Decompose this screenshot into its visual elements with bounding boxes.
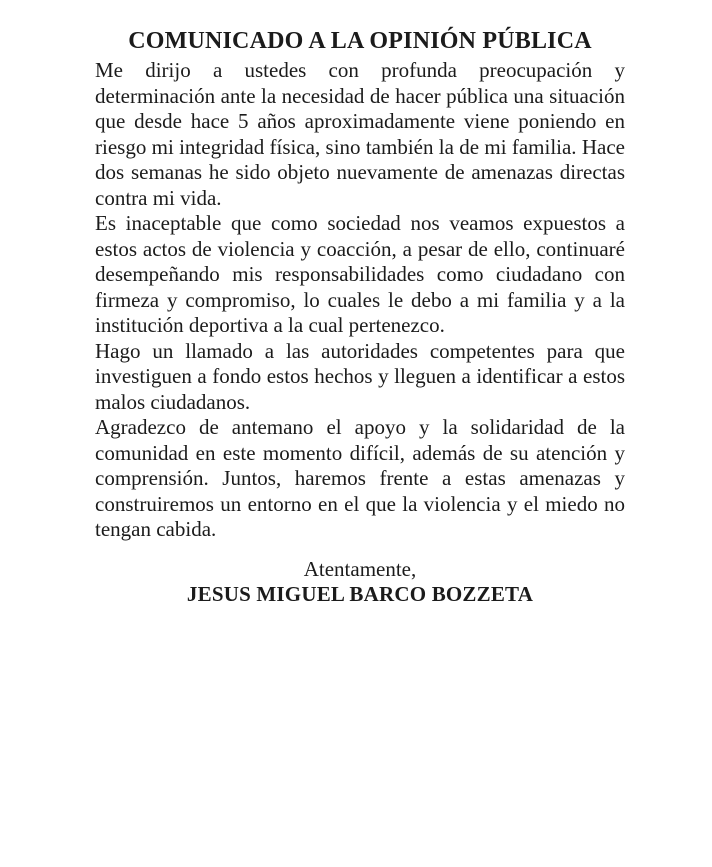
paragraph-4: Agradezco de antemano el apoyo y la solidaridad de la comunidad en este momento difícil, además de su atención y comprensión. Juntos, haremos frente a estas amenazas y construiremos un entorno en el que la violencia y el miedo no tengan cabida.	[95, 415, 625, 541]
paragraph-1: Me dirijo a ustedes con profunda preocupación y determinación ante la necesidad de hacer pública una situación que desde hace 5 años aproximadamente viene poniendo en riesgo mi integridad física, sino también la de mi familia. Hace dos semanas he sido objeto nuevamente de amenazas directas contra mi vida.	[95, 58, 625, 210]
document-title: COMUNICADO A LA OPINIÓN PÚBLICA	[128, 28, 592, 54]
closing-block	[95, 557, 625, 608]
paragraph-2: Es inaceptable que como sociedad nos veamos expuestos a estos actos de violencia y coacción, a pesar de ello, continuaré desempeñando mis responsabilidades como ciudadano con firmeza y compromiso, lo cuales le debo a mi familia y a la institución deportiva a la cual pertenezco.	[95, 211, 625, 337]
paragraph-3: Hago un llamado a las autoridades competentes para que investiguen a fondo estos hechos y lleguen a identificar a estos malos ciudadanos.	[95, 338, 625, 414]
document-content	[95, 27, 625, 608]
closing-text: Atentamente,	[303, 556, 417, 581]
signature-name: JESUS MIGUEL BARCO BOZZETA	[186, 582, 534, 606]
